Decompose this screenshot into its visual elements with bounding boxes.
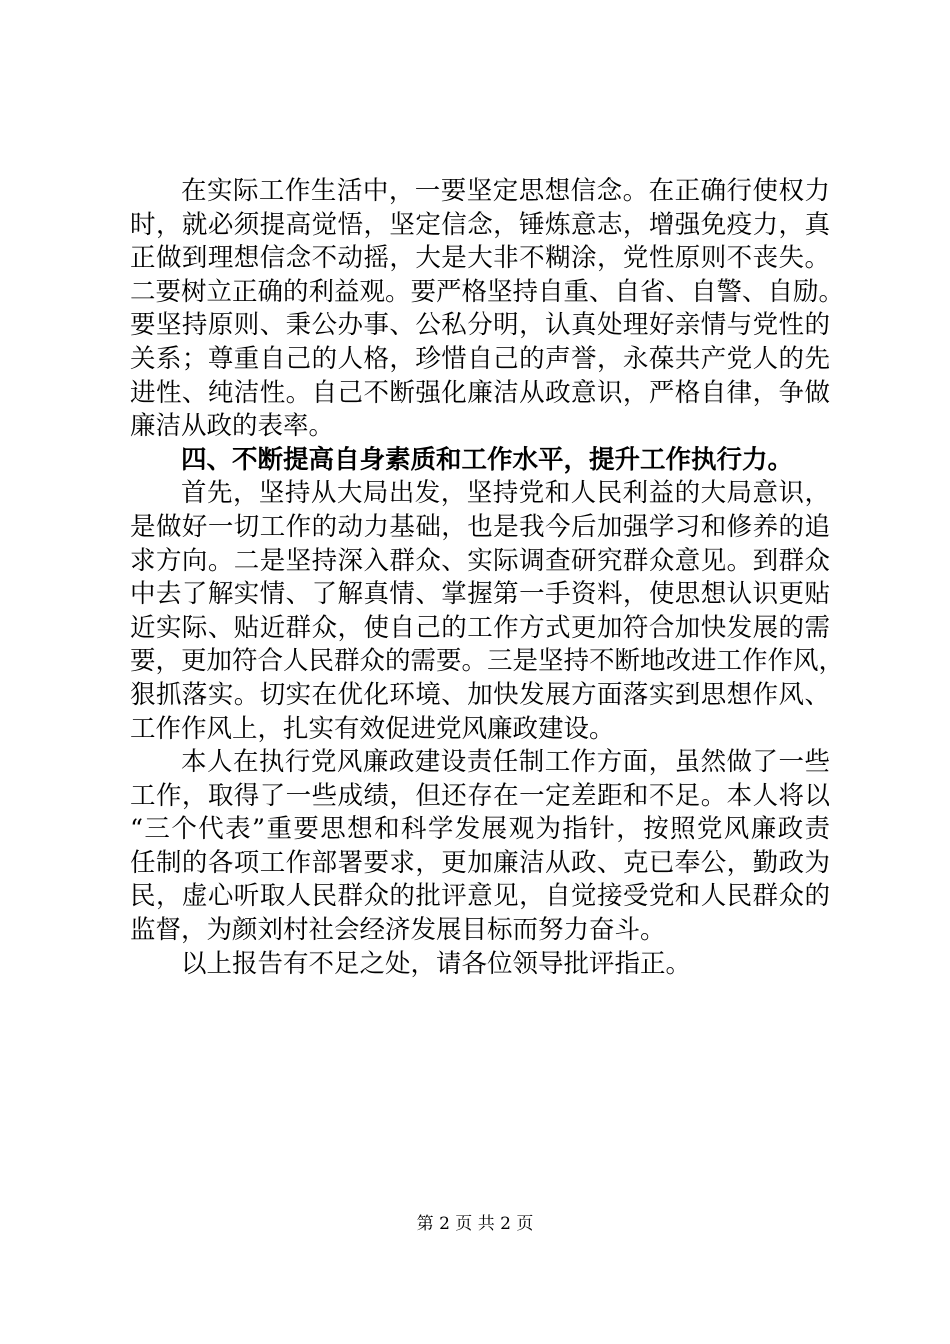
text-line: 求方向。二是坚持深入群众、实际调查研究群众意见。到群众 — [130, 545, 830, 576]
paragraph — [130, 175, 845, 444]
text-line: 要，更加符合人民群众的需要。三是坚持不断地改进工作作风， — [130, 646, 845, 677]
text-line: 在实际工作生活中，一要坚定思想信念。在正确行使权力 — [181, 176, 830, 206]
text-line: 监督，为颜刘村社会经济发展目标而努力奋斗。 — [130, 915, 666, 946]
text-line: 是做好一切工作的动力基础，也是我今后加强学习和修养的追 — [130, 511, 830, 542]
paragraph — [130, 477, 845, 746]
text-line: 工作，取得了一些成绩，但还存在一定差距和不足。本人将以 — [130, 780, 830, 811]
text-line: 要坚持原则、秉公办事、公私分明，认真处理好亲情与党性的 — [130, 310, 830, 341]
text-line: 时，就必须提高觉悟，坚定信念，锤炼意志，增强免疫力，真 — [130, 209, 830, 240]
text-line: 进性、纯洁性。自己不断强化廉洁从政意识，严格自律，争做 — [130, 377, 830, 408]
document-body — [130, 175, 845, 981]
text-line: 工作作风上，扎实有效促进党风廉政建设。 — [130, 713, 615, 744]
section-heading — [130, 444, 830, 478]
heading-line: 四、不断提高自身素质和工作水平，提升工作执行力。 — [181, 444, 794, 475]
text-line: 民，虚心听取人民群众的批评意见，自觉接受党和人民群众的 — [130, 881, 830, 912]
text-line: 任制的各项工作部署要求，更加廉洁从政、克已奉公，勤政为 — [130, 847, 830, 878]
text-line: 二要树立正确的利益观。要严格坚持自重、自省、自警、自励。 — [130, 276, 845, 307]
text-line: 廉洁从政的表率。 — [130, 411, 335, 442]
text-line: 中去了解实情、了解真情、掌握第一手资料，使思想认识更贴 — [130, 579, 830, 610]
text-line: 近实际、贴近群众，使自己的工作方式更加符合加快发展的需 — [130, 612, 830, 643]
text-line: 以上报告有不足之处，请各位领导批评指正。 — [181, 948, 692, 979]
page-number: 第 2 页 共 2 页 — [416, 1214, 534, 1234]
page-footer — [0, 1212, 950, 1236]
text-line: 关系；尊重自己的人格，珍惜自己的声誉，永葆共产党人的先 — [130, 343, 830, 374]
text-line: 首先，坚持从大局出发，坚持党和人民利益的大局意识， — [181, 478, 830, 509]
text-line: 狠抓落实。切实在优化环境、加快发展方面落实到思想作风、 — [130, 679, 830, 710]
text-line: “三个代表”重要思想和科学发展观为指针，按照党风廉政责 — [130, 814, 830, 845]
text-line: 正做到理想信念不动摇，大是大非不糊涂，党性原则不丧失。 — [130, 243, 830, 274]
text-line: 本人在执行党风廉政建设责任制工作方面，虽然做了一些 — [181, 747, 830, 778]
paragraph — [130, 746, 830, 948]
paragraph — [130, 948, 830, 982]
